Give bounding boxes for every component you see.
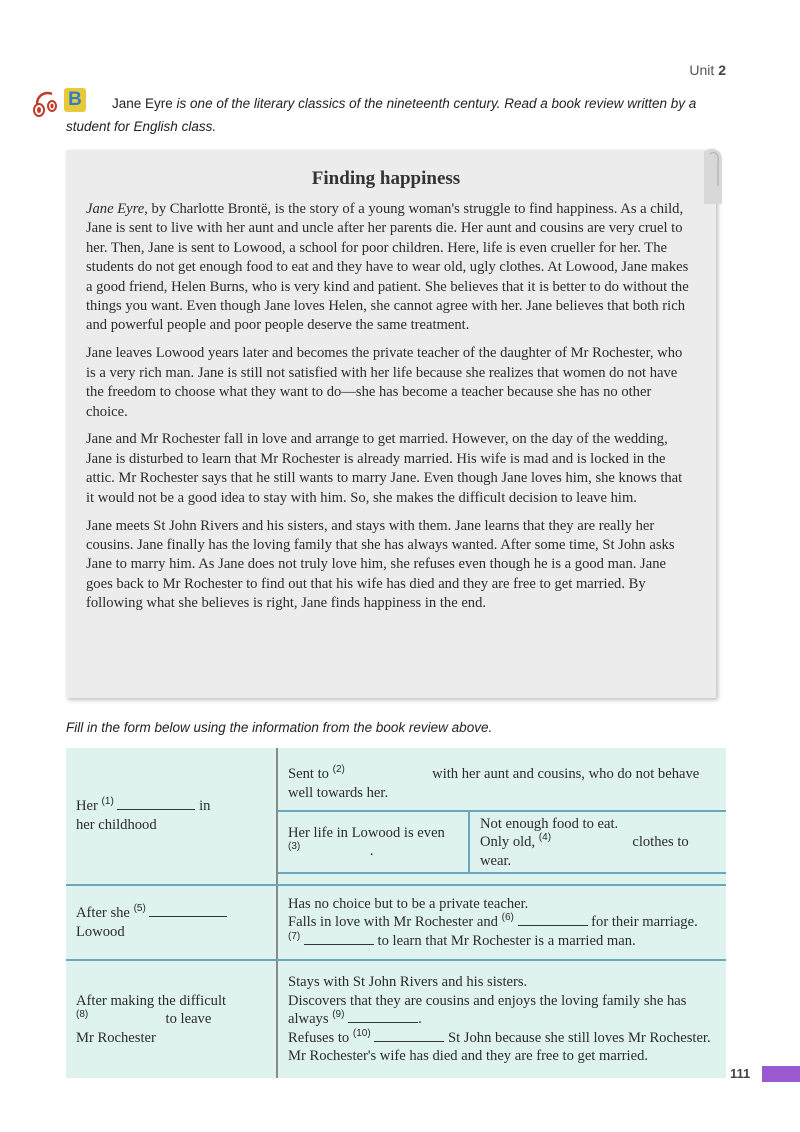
blank-10-input[interactable] [374, 1029, 444, 1042]
page-color-bar [762, 1066, 800, 1082]
label-text: . [369, 843, 374, 860]
label-text: to learn that Mr Rochester is a married man. [377, 932, 636, 949]
review-body [86, 200, 692, 622]
sent-to-line [278, 757, 726, 812]
form-left-cell-3 [66, 960, 277, 1078]
label-text: Her life in Lowood is even [288, 824, 445, 841]
review-paragraph-2: Jane leaves Lowood years later and becomes the private teacher of the daughter of Mr Rochester, who is a very rich man. Jane is still not satisfied with her life because she realizes that women do not have the freedom to choose what they want to do—she has become a teacher because she has no other choice. [86, 345, 683, 420]
review-paragraph-1 [86, 200, 692, 336]
page-number: 111 [730, 1066, 751, 1081]
label-text: Refuses to [288, 1029, 350, 1046]
form-left-cell-2 [66, 885, 277, 961]
blank-number: (2) [332, 764, 345, 776]
review-paragraph-3: Jane and Mr Rochester fall in love and arrange to get married. However, on the day of the wedding, Jane is disturbed to learn that Mr Rochester is already married. His wife is mad and is locked in the attic. Mr Rochester says that he still wants to marry Jane. Even though Jane loves him, she knows that it would not be a good idea to stay with him. So, she makes the difficult decision to leave him. [86, 431, 683, 506]
unit-number: 2 [718, 62, 726, 78]
fill-in-form [66, 748, 726, 1078]
label-text: Discovers that they are cousins and enjoys the loving family she has always [288, 992, 687, 1028]
blank-number: (7) [288, 930, 301, 942]
blank-number: (8) [76, 1009, 89, 1021]
label-text: Stays with St John Rivers and his sisters. [288, 974, 528, 991]
blank-number: (5) [133, 903, 146, 915]
blank-7-input[interactable] [304, 932, 374, 945]
blank-number: (9) [332, 1009, 345, 1021]
label-text: Has no choice but to be a private teacher. [288, 895, 529, 912]
blank-number: (6) [501, 912, 514, 924]
label-text: Sent to [288, 766, 329, 783]
section-letter-badge: B [64, 88, 86, 112]
blank-6-input[interactable] [518, 913, 588, 926]
form-left-cell-1 [66, 748, 277, 885]
label-text: in [199, 798, 211, 815]
label-text: St John because she still loves Mr Rochester. [447, 1029, 711, 1046]
unit-label [689, 62, 726, 78]
blank-9-input[interactable] [348, 1010, 418, 1023]
label-text: to leave [165, 1011, 212, 1028]
blank-number: (1) [101, 796, 114, 808]
intro-text: is one of the literary classics of the nineteenth century. Read a book review written by a student for English class. [66, 96, 697, 134]
form-row-after-lowood [66, 885, 726, 961]
form-row-childhood [66, 748, 726, 885]
review-title: Finding happiness [311, 168, 461, 189]
review-book-title: Jane Eyre [86, 201, 145, 217]
form-right-cell-3 [277, 960, 726, 1078]
form-row-after-leaving [66, 960, 726, 1078]
review-paragraph-1-text: , by Charlotte Brontë, is the story of a young woman's struggle to find happiness. As a child, Jane is sent to live with her aunt and uncle after her parents die. Her aunt and cousins are very cruel to her. Then, Jane is sent to Lowood, a school for poor children. Here, life is even crueller for her. The students do not get enough food to eat and they have to wear old, ugly clothes. At Lowood, Jane makes a good friend, Helen Burns, who is very kind and patient. She believes that it is better to do without the things you want. Even though Jane loves Helen, she cannot agree with her. Jane believes that both rich and powerful people and poor people deserve the same treatment. [86, 201, 689, 334]
headphones-icon[interactable] [30, 86, 64, 120]
review-paragraph-4: Jane meets St John Rivers and his sisters, and stays with them. Jane learns that they are really her cousins. Jane finally has the loving family that she has always wanted. After some time, St John asks Jane to marry him. As Jane does not truly love him, she refuses even though he is a good man. Jane goes back to Mr Rochester to find out that his wife has died and they are free to get married. By following what she believes is right, Jane finds happiness in the end. [86, 517, 675, 612]
label-text: Mr Rochester's wife has died and they are free to get married. [288, 1048, 649, 1065]
label-text: with her aunt and cousins, who do not behave well towards her. [288, 766, 700, 801]
blank-5-input[interactable] [149, 904, 227, 917]
section-intro [66, 92, 734, 138]
form-right-cell-2 [277, 885, 726, 961]
label-text: After making the difficult [76, 992, 227, 1009]
label-text: for their marriage. [591, 914, 698, 931]
blank-number: (4) [538, 832, 552, 844]
label-text: After she [76, 905, 130, 922]
intro-book-title: Jane Eyre [112, 96, 173, 111]
lowood-conditions-cell [469, 812, 726, 873]
label-text: . [418, 1011, 422, 1028]
unit-word: Unit [689, 62, 715, 78]
label-text: Only old, [480, 834, 536, 851]
label-text: Not enough food to eat. [480, 815, 619, 832]
label-text: Falls in love with Mr Rochester and [288, 914, 498, 931]
form-instruction: Fill in the form below using the information from the book review above. [66, 720, 493, 735]
lowood-subtable [278, 812, 726, 874]
label-text: Lowood [76, 923, 125, 940]
lowood-life-cell [278, 812, 469, 873]
label-text: Mr Rochester [76, 1029, 156, 1046]
form-right-cell-1 [277, 748, 726, 885]
blank-number: (10) [352, 1028, 371, 1040]
label-text: clothes to wear. [480, 834, 689, 869]
blank-number: (3) [288, 841, 301, 853]
label-text: Her [76, 798, 98, 815]
label-text: her childhood [76, 816, 157, 833]
blank-1-input[interactable] [117, 797, 195, 810]
